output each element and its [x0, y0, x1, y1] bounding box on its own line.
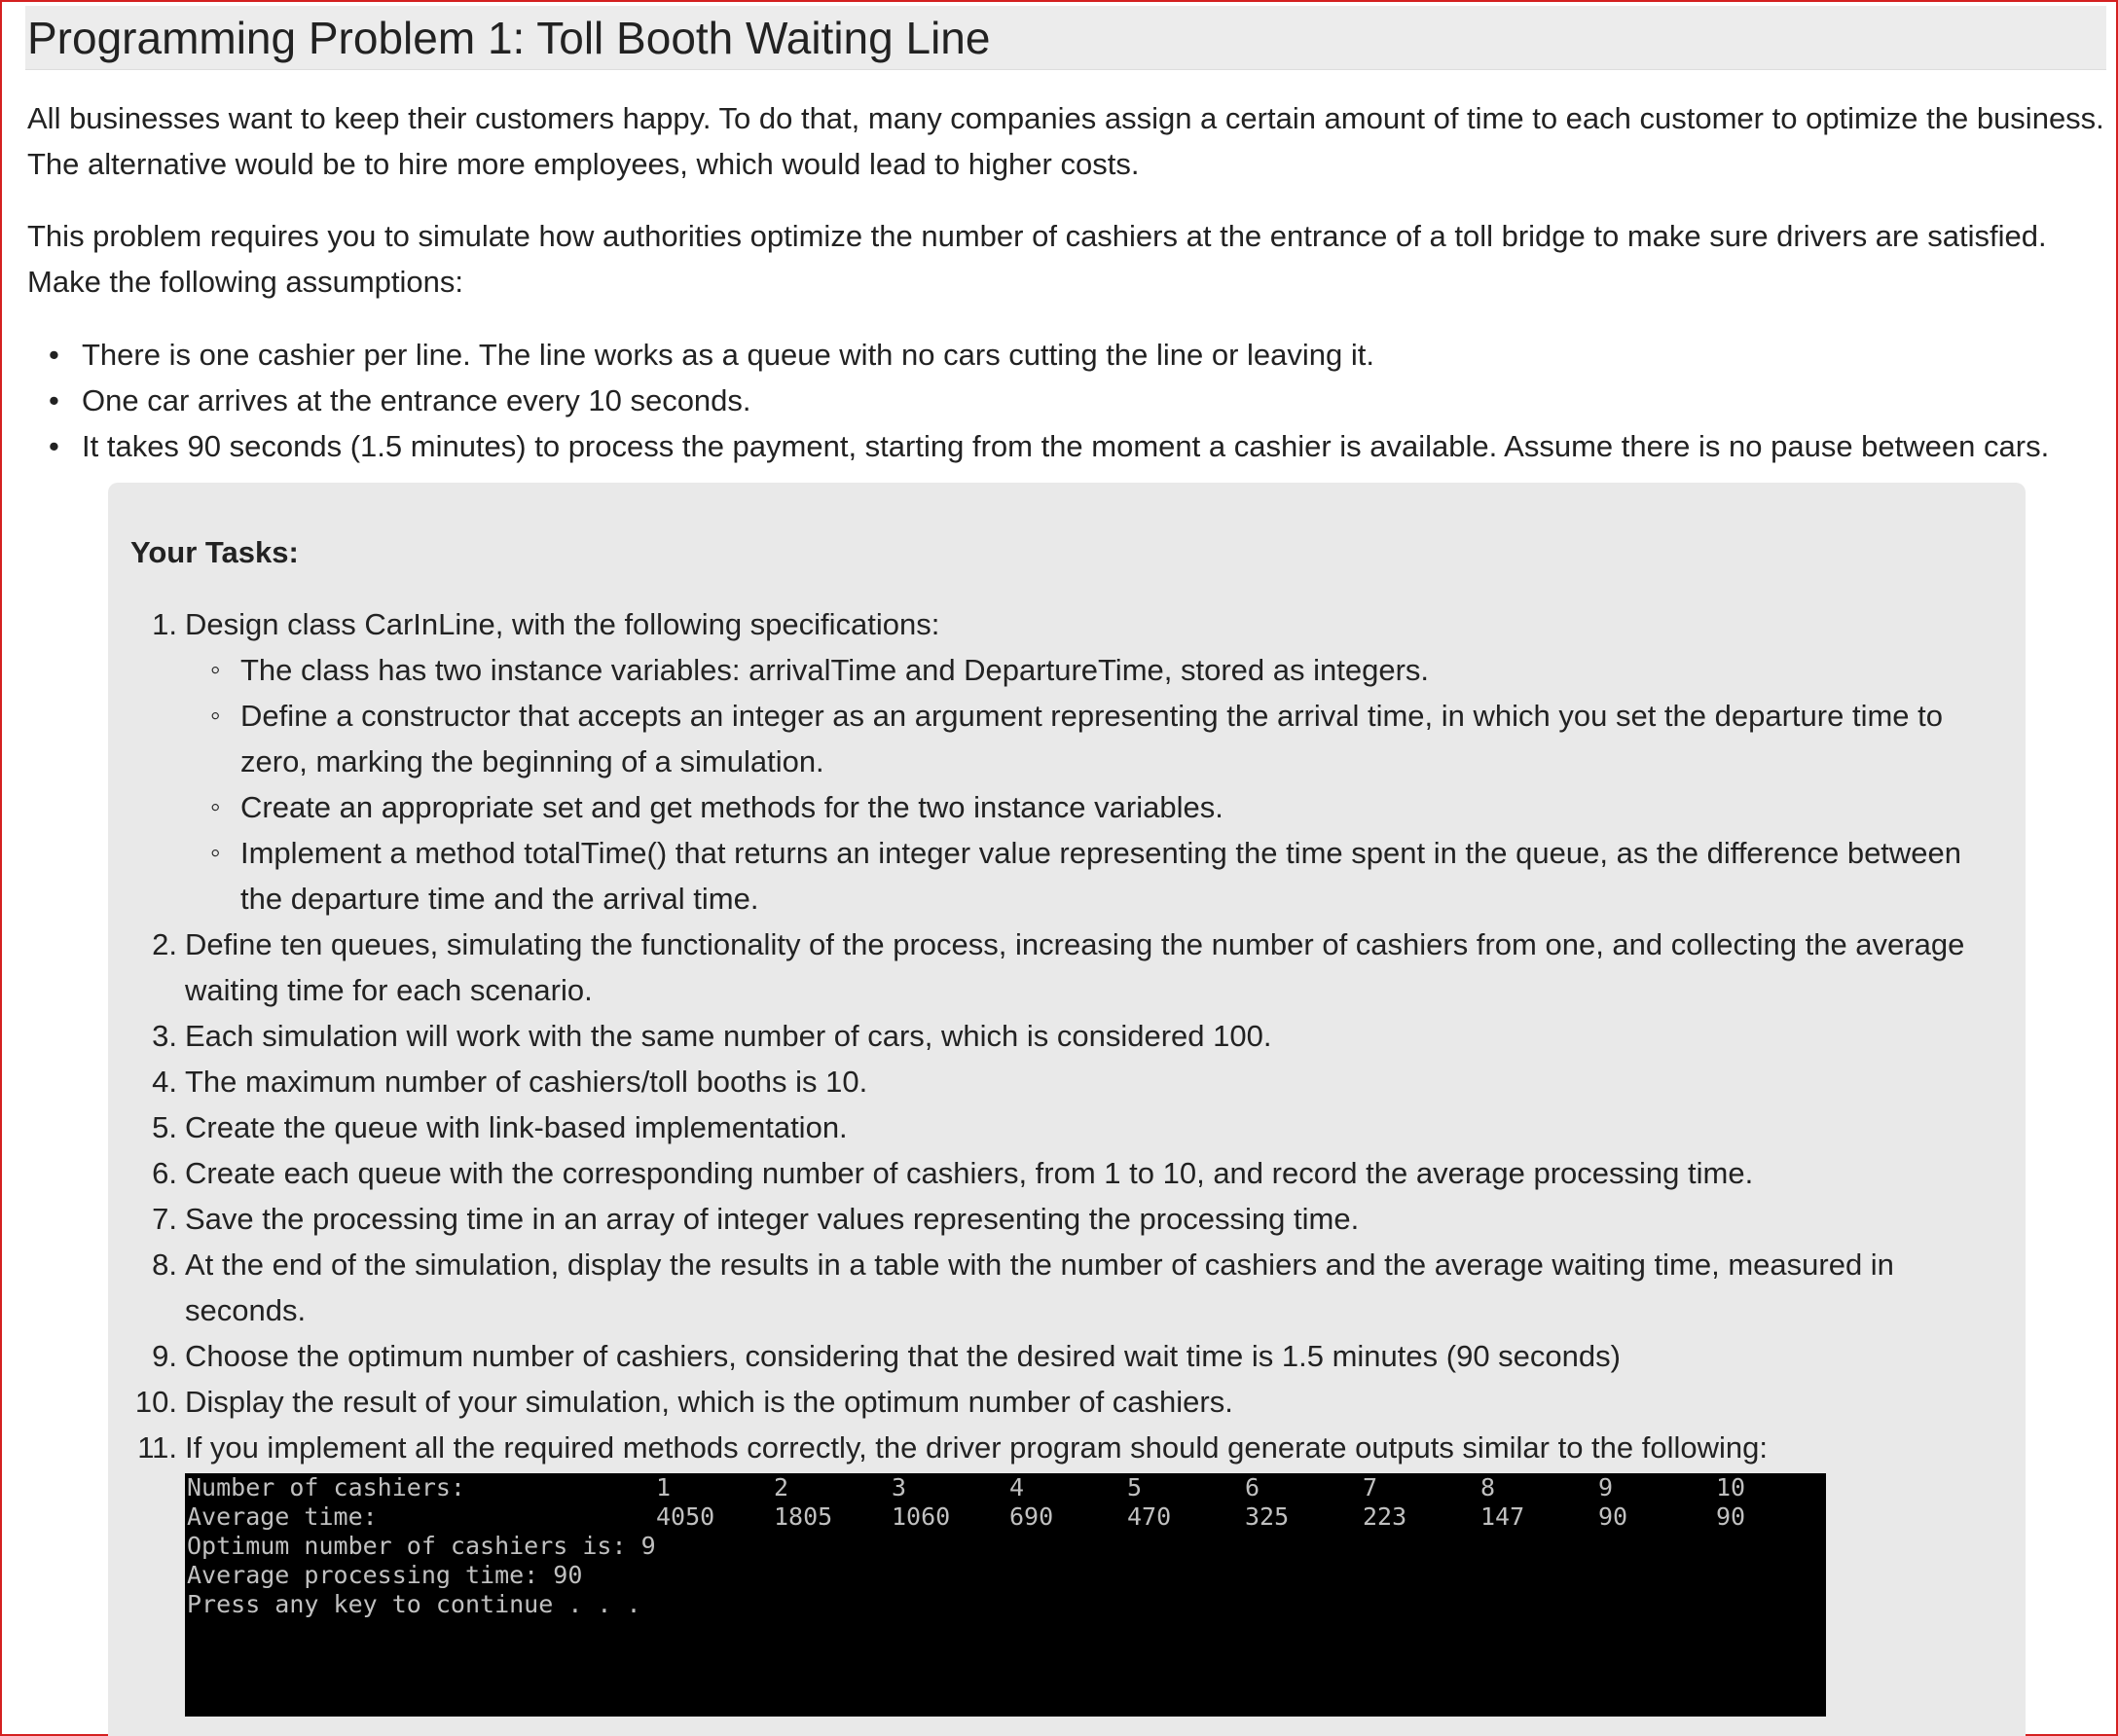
console-cashier-count: 9 — [1598, 1473, 1614, 1501]
task-text: If you implement all the required methods correctly, the driver program should generate outputs similar to the following: — [185, 1430, 1769, 1465]
task-number: 6. — [152, 1156, 177, 1190]
task-number: 4. — [152, 1065, 177, 1099]
console-average-time: 470 — [1127, 1502, 1172, 1531]
task-text: Display the result of your simulation, which is the optimum number of cashiers. — [185, 1385, 1233, 1419]
subtask-text: ◦ Define a constructor that accepts an integer as an argument representing the arrival time, in which you set the departure time to — [240, 699, 1943, 733]
task-list — [117, 601, 2015, 1470]
task-number: 11. — [137, 1430, 177, 1465]
console-average-time: 1060 — [892, 1502, 951, 1531]
assumption-item: • There is one cashier per line. The line works as a queue with no cars cutting the line or leaving it. — [27, 332, 2100, 378]
console-line — [185, 1532, 1826, 1561]
intro-paragraph-1 — [27, 95, 2104, 187]
task-number: 3. — [152, 1019, 177, 1053]
title-bar — [25, 6, 2106, 70]
task-number: 8. — [152, 1248, 177, 1282]
task-text: Save the processing time in an array of integer values representing the processing time. — [185, 1202, 1360, 1236]
console-average-time: 1805 — [774, 1502, 833, 1531]
task-text: At the end of the simulation, display the results in a table with the number of cashiers and the average waiting time, measured in — [185, 1248, 1894, 1282]
task-text: Create each queue with the corresponding number of cashiers, from 1 to 10, and record the average processing time. — [185, 1156, 1754, 1190]
assumption-item: • It takes 90 seconds (1.5 minutes) to process the payment, starting from the moment a cashier is available. Assume there is no pause between cars. — [27, 423, 2100, 469]
task-number: 7. — [152, 1202, 177, 1236]
console-line — [185, 1561, 1826, 1590]
console-processing-text: Average processing time: 90 — [187, 1561, 583, 1589]
task-number: 1. — [152, 607, 177, 641]
task-number: 9. — [152, 1339, 177, 1373]
console-average-time: 325 — [1245, 1502, 1290, 1531]
console-average-time: 223 — [1363, 1502, 1407, 1531]
console-average-time: 690 — [1009, 1502, 1054, 1531]
task-text: waiting time for each scenario. — [185, 973, 593, 1007]
task-item — [117, 1333, 2015, 1379]
console-average-label: Average time: — [187, 1502, 378, 1531]
task-text: Each simulation will work with the same number of cars, which is considered 100. — [185, 1019, 1272, 1053]
task-text: Design class CarInLine, with the following specifications: — [185, 607, 940, 641]
console-cashier-count: 8 — [1480, 1473, 1496, 1501]
assumptions-list — [27, 332, 2100, 469]
task-sublist — [185, 647, 2015, 922]
console-average-time: 90 — [1716, 1502, 1746, 1531]
task-item — [117, 1104, 2015, 1150]
task-item — [117, 1013, 2015, 1059]
console-line — [185, 1590, 1826, 1619]
task-number: 5. — [152, 1110, 177, 1144]
subtask-text: The class has two instance variables: arrivalTime and DepartureTime, stored as integers. — [240, 653, 1430, 687]
assumption-item: • One car arrives at the entrance every 10 seconds. — [27, 378, 2100, 423]
console-cashier-count: 7 — [1363, 1473, 1378, 1501]
console-average-time: 4050 — [656, 1502, 715, 1531]
console-cashier-count: 1 — [656, 1473, 672, 1501]
task-item — [117, 1425, 2015, 1470]
intro-line: This problem requires you to simulate how authorities optimize the number of cashiers at the entrance of a toll bridge to make sure drivers are satisfied. — [27, 219, 2047, 253]
subtask-item — [185, 784, 2015, 830]
task-text: Define ten queues, simulating the functionality of the process, increasing the number of cashiers from one, and collecting the average — [185, 927, 1965, 961]
task-item — [117, 1379, 2015, 1425]
task-item — [117, 1150, 2015, 1196]
console-average-row — [185, 1502, 1826, 1532]
console-average-time: 147 — [1480, 1502, 1525, 1531]
subtask-item — [185, 647, 2015, 693]
task-number: 2. — [152, 927, 177, 961]
task-item — [117, 1059, 2015, 1104]
task-text: seconds. — [185, 1293, 307, 1327]
console-cashier-count: 5 — [1127, 1473, 1143, 1501]
task-text: Create the queue with link-based implementation. — [185, 1110, 848, 1144]
console-cashier-count: 10 — [1716, 1473, 1746, 1501]
console-average-time: 90 — [1598, 1502, 1628, 1531]
subtask-item — [185, 830, 2015, 922]
intro-line: All businesses want to keep their customers happy. To do that, many companies assign a certain amount of time to each customer to optimize the business. — [27, 101, 2104, 135]
console-cashier-count: 6 — [1245, 1473, 1260, 1501]
console-output — [185, 1473, 1826, 1717]
task-item — [117, 1242, 2015, 1333]
task-number: 10. — [134, 1385, 177, 1419]
task-item — [117, 1196, 2015, 1242]
tasks-heading: Your Tasks: — [130, 535, 299, 569]
subtask-text: zero, marking the beginning of a simulation. — [240, 744, 824, 778]
intro-line: Make the following assumptions: — [27, 265, 464, 299]
task-item — [117, 601, 2015, 922]
console-cashier-count: 4 — [1009, 1473, 1025, 1501]
subtask-text: Create an appropriate set and get methods for the two instance variables. — [240, 790, 1223, 824]
console-press-key-text: Press any key to continue . . . — [187, 1590, 641, 1618]
console-optimum-text: Optimum number of cashiers is: 9 — [187, 1532, 656, 1560]
task-text: The maximum number of cashiers/toll booths is 10. — [185, 1065, 868, 1099]
console-cashiers-row — [185, 1473, 1826, 1502]
task-text: Choose the optimum number of cashiers, considering that the desired wait time is 1.5 minutes (90 seconds) — [185, 1339, 1621, 1373]
subtask-text: ◦ Implement a method totalTime() that returns an integer value representing the time spent in the queue, as the difference between — [240, 836, 1962, 870]
console-cashier-count: 3 — [892, 1473, 907, 1501]
task-item — [117, 922, 2015, 1013]
intro-paragraph-2 — [27, 213, 2100, 305]
console-cashiers-label: Number of cashiers: — [187, 1473, 465, 1501]
subtask-item — [185, 693, 2015, 784]
subtask-text: the departure time and the arrival time. — [240, 882, 759, 916]
console-cashier-count: 2 — [774, 1473, 789, 1501]
page-title: Programming Problem 1: Toll Booth Waiting Line — [27, 13, 991, 63]
intro-line: The alternative would be to hire more employees, which would lead to higher costs. — [27, 147, 1140, 181]
